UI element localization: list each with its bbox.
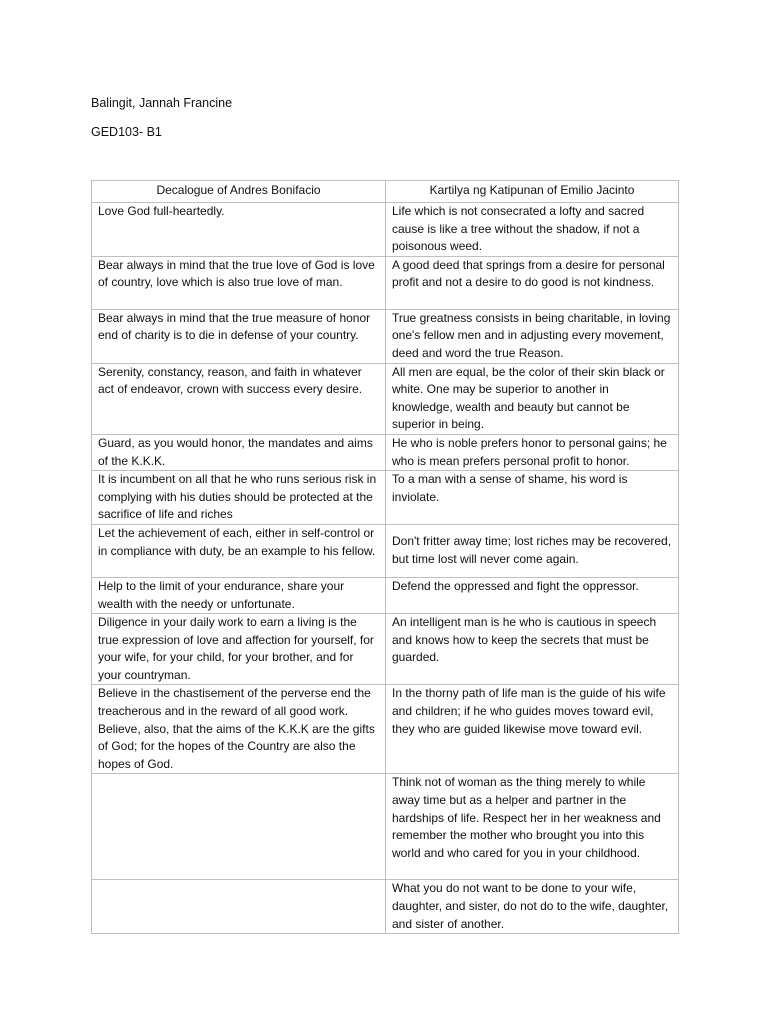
jacinto-cell: Defend the oppressed and fight the oppressor. xyxy=(386,577,679,613)
bonifacio-cell: Love God full-heartedly. xyxy=(92,203,386,257)
jacinto-cell: What you do not want to be done to your wife, daughter, and sister, do not do to the wife, daughter, and sister of another. xyxy=(386,880,679,934)
bonifacio-cell: Help to the limit of your endurance, share your wealth with the needy or unfortunate. xyxy=(92,577,386,613)
bonifacio-cell xyxy=(92,774,386,880)
jacinto-cell: All men are equal, be the color of their skin black or white. One may be superior to another in knowledge, wealth and beauty but cannot be superior in being. xyxy=(386,363,679,434)
table-row xyxy=(92,577,679,613)
jacinto-cell: In the thorny path of life man is the guide of his wife and children; if he who guides moves toward evil, they who are guided likewise move toward evil. xyxy=(386,685,679,774)
column-header-jacinto: Kartilya ng Katipunan of Emilio Jacinto xyxy=(386,181,679,203)
bonifacio-cell: Bear always in mind that the true love of God is love of country, love which is also true love of man. xyxy=(92,256,386,309)
table-header-row xyxy=(92,181,679,203)
table-row xyxy=(92,614,679,685)
bonifacio-cell: Guard, as you would honor, the mandates and aims of the K.K.K. xyxy=(92,434,386,470)
table-row xyxy=(92,309,679,363)
table-row xyxy=(92,471,679,525)
table-row xyxy=(92,880,679,934)
student-name: Balingit, Jannah Francine xyxy=(91,96,233,110)
jacinto-cell: True greatness consists in being charitable, in loving one's fellow men and in adjusting every movement, deed and word the true Reason. xyxy=(386,309,679,363)
table-row xyxy=(92,363,679,434)
bonifacio-cell: Believe in the chastisement of the perverse end the treacherous and in the reward of all good work. Believe, also, that the aims of the K.K.K are the gifts of God; for the hopes of the Country are also the hopes of God. xyxy=(92,685,386,774)
bonifacio-cell: Let the achievement of each, either in self-control or in compliance with duty, be an example to his fellow. xyxy=(92,524,386,577)
course-section: GED103- B1 xyxy=(91,125,162,139)
table-row xyxy=(92,685,679,774)
bonifacio-cell: It is incumbent on all that he who runs serious risk in complying with his duties should be protected at the sacrifice of life and riches xyxy=(92,471,386,525)
jacinto-cell: A good deed that springs from a desire for personal profit and not a desire to do good is not kindness. xyxy=(386,256,679,309)
jacinto-cell: Don't fritter away time; lost riches may be recovered, but time lost will never come again. xyxy=(386,524,679,577)
table-row xyxy=(92,434,679,470)
table-row xyxy=(92,524,679,577)
bonifacio-cell: Bear always in mind that the true measure of honor end of charity is to die in defense of your country. xyxy=(92,309,386,363)
bonifacio-cell: Diligence in your daily work to earn a living is the true expression of love and affection for yourself, for your wife, for your child, for your brother, and for your countryman. xyxy=(92,614,386,685)
table-row xyxy=(92,203,679,257)
bonifacio-cell xyxy=(92,880,386,934)
comparison-table xyxy=(91,180,679,934)
table-row xyxy=(92,256,679,309)
table-row xyxy=(92,774,679,880)
bonifacio-cell: Serenity, constancy, reason, and faith in whatever act of endeavor, crown with success every desire. xyxy=(92,363,386,434)
jacinto-cell: An intelligent man is he who is cautious in speech and knows how to keep the secrets that must be guarded. xyxy=(386,614,679,685)
column-header-bonifacio: Decalogue of Andres Bonifacio xyxy=(92,181,386,203)
jacinto-cell: Think not of woman as the thing merely to while away time but as a helper and partner in the hardships of life. Respect her in her weakness and remember the mother who brought you into this world and who cared for you in your childhood. xyxy=(386,774,679,880)
jacinto-cell: He who is noble prefers honor to personal gains; he who is mean prefers personal profit to honor. xyxy=(386,434,679,470)
jacinto-cell: Life which is not consecrated a lofty and sacred cause is like a tree without the shadow, if not a poisonous weed. xyxy=(386,203,679,257)
jacinto-cell: To a man with a sense of shame, his word is inviolate. xyxy=(386,471,679,525)
